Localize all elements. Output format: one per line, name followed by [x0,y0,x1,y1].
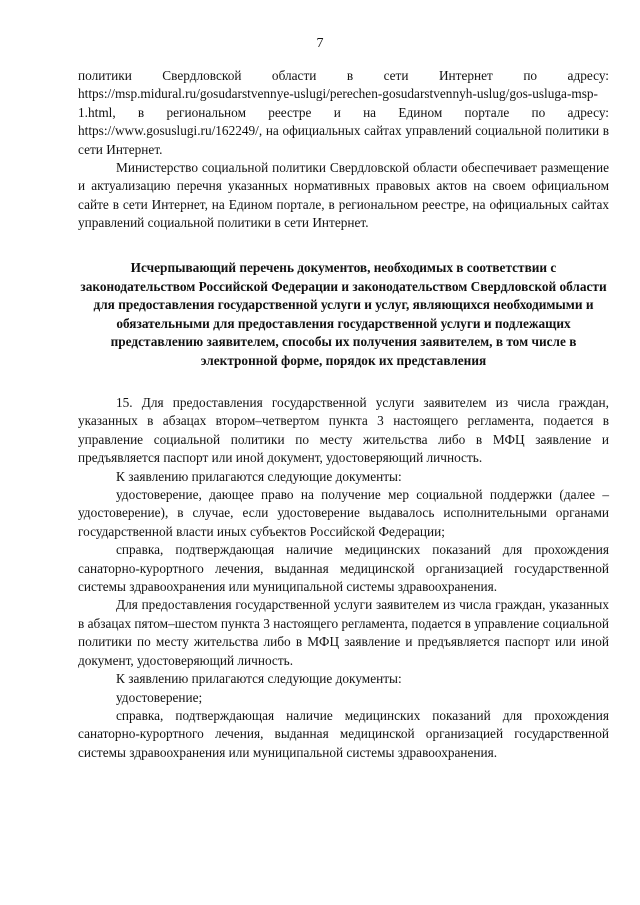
paragraph-documents-intro-2: К заявлению прилагаются следующие документы: [116,671,402,687]
paragraph-medical-reference-2: справка, подтверждающая наличие медицинских показаний для прохождения санаторно-курортного лечения, выданная медицинской организацией государственной системы здравоохранения или муниципальной системы здравоохранения. [78,707,609,760]
paragraph-item-15: 15. Для предоставления государственной услуги заявителем из числа граждан, указанных в абзацах втором–четвертом пункта 3 настоящего регламента, подается в управление социальной политики по месту жительства либо в МФЦ заявление и предъявляется паспорт или иной документ, удостоверяющий личность. [78,395,609,466]
page-number: 7 [316,36,324,51]
paragraph-ministry-publication: Министерство социальной политики Свердловской области обеспечивает размещение и актуализацию перечня указанных нормативных правовых актов на своем официальном сайте в сети Интернет, на Едином портале, в региональном реестре, на официальных сайтах управлений социальной политики в сети Интернет. [78,160,609,231]
paragraph-applicants-5-6: Для предоставления государственной услуги заявителем из числа граждан, указанных в абзацах пятом–шестом пункта 3 настоящего регламента, подается в управление социальной политики по месту жительства либо в МФЦ заявление и предъявляется паспорт или иной документ, удостоверяющий личность. [78,597,610,668]
main-text-block [78,394,609,762]
paragraph-intro-continuation: политики Свердловской области в сети Интернет по адресу: https://msp.midural.ru/gosudarstvennye-uslugi/perechen-gosudarstvennyh-uslug/gos-usluga-msp-1.html, в региональном реестре и на Едином портале по адресу: https://www.gosuslugi.ru/162249/, на официальных сайтах управлений социальной политики в сети Интернет. [78,68,609,157]
intro-text-block [78,67,609,233]
paragraph-documents-intro-1: К заявлению прилагаются следующие документы: [116,468,402,484]
section-heading: Исчерпывающий перечень документов, необходимых в соответствии с законодательством Российской Федерации и законодательством Свердловской области для предоставления государственной услуги и услуг, являющихся необходимыми и обязательными для предоставления государственной услуги и подлежащих представлению заявителем, способы их получения заявителем, в том числе в электронной форме, порядок их представления [80,260,607,368]
paragraph-certificate-short: удостоверение; [116,689,203,705]
paragraph-certificate: удостоверение, дающее право на получение мер социальной поддержки (далее – удостоверение), в случае, если удостоверение выдавалось исполнительными органами государственной власти иных субъектов Российской Федерации; [78,487,609,539]
paragraph-medical-reference-1: справка, подтверждающая наличие медицинских показаний для прохождения санаторно-курортного лечения, выданная медицинской организацией государственной системы здравоохранения или муниципальной системы здравоохранения. [78,542,609,595]
